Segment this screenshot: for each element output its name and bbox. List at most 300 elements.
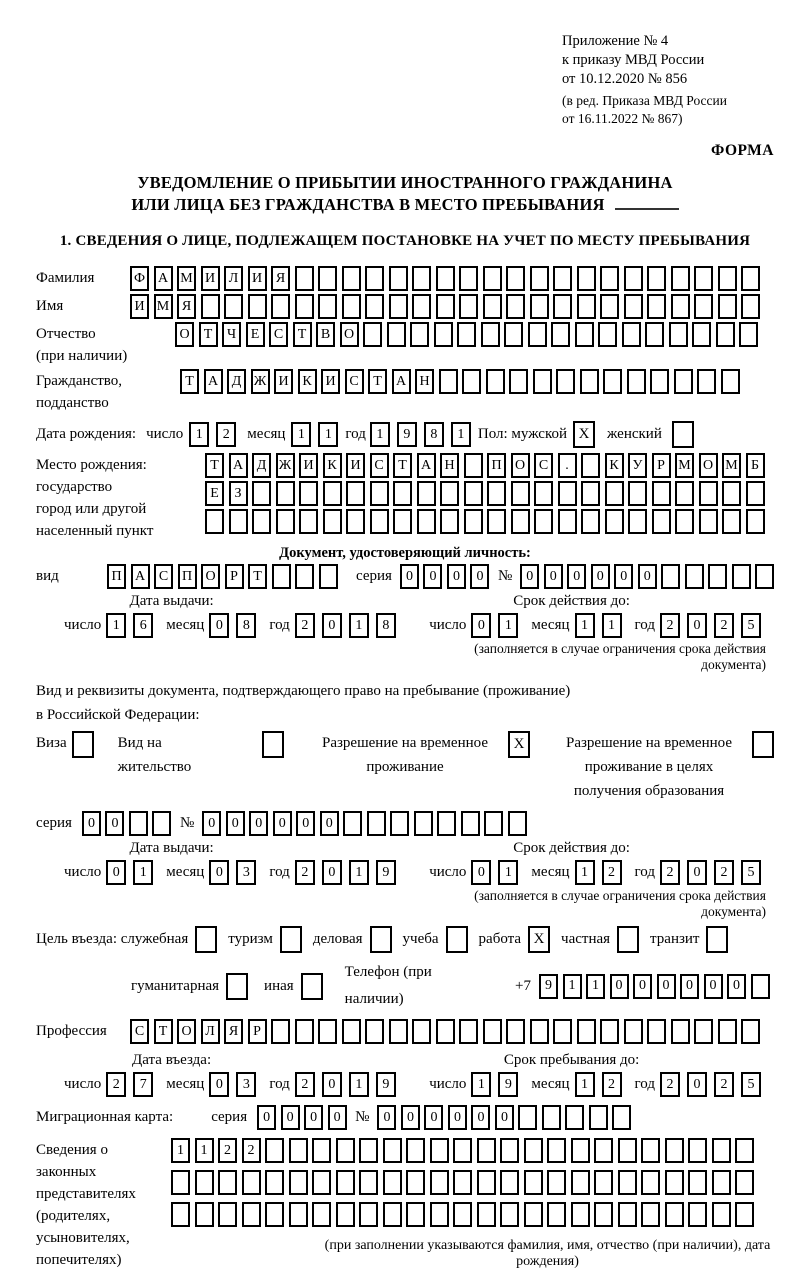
char-cell[interactable] <box>674 369 693 394</box>
char-cell[interactable] <box>718 294 737 319</box>
char-cell[interactable] <box>464 481 483 506</box>
char-cell[interactable]: 1 <box>106 613 126 638</box>
char-cell[interactable] <box>389 266 408 291</box>
char-cell[interactable]: 0 <box>448 1105 467 1130</box>
char-cell[interactable]: 0 <box>202 811 221 836</box>
char-cell[interactable] <box>406 1138 425 1163</box>
char-cell[interactable]: 2 <box>106 1072 126 1097</box>
char-cell[interactable]: 5 <box>741 1072 761 1097</box>
char-cell[interactable] <box>336 1138 355 1163</box>
char-cell[interactable] <box>342 294 361 319</box>
char-cell[interactable]: . <box>558 453 577 478</box>
char-cell[interactable] <box>359 1202 378 1227</box>
char-cell[interactable]: Ж <box>251 369 270 394</box>
char-cell[interactable]: 0 <box>657 974 676 999</box>
char-cell[interactable] <box>457 322 476 347</box>
char-cell[interactable] <box>708 564 727 589</box>
char-cell[interactable] <box>195 1202 214 1227</box>
char-cell[interactable] <box>712 1138 731 1163</box>
char-cell[interactable] <box>430 1170 449 1195</box>
char-cell[interactable] <box>528 322 547 347</box>
char-cell[interactable] <box>618 1170 637 1195</box>
char-cell[interactable]: 1 <box>171 1138 190 1163</box>
char-cell[interactable]: 0 <box>424 1105 443 1130</box>
char-cell[interactable] <box>406 1202 425 1227</box>
char-cell[interactable]: И <box>201 266 220 291</box>
char-cell[interactable] <box>383 1138 402 1163</box>
residence-permit-checkbox[interactable] <box>262 731 284 758</box>
char-cell[interactable] <box>542 1105 561 1130</box>
char-cell[interactable] <box>600 294 619 319</box>
char-cell[interactable] <box>741 1019 760 1044</box>
char-cell[interactable]: Т <box>205 453 224 478</box>
sex-male-checkbox[interactable]: X <box>573 421 595 448</box>
char-cell[interactable] <box>370 481 389 506</box>
char-cell[interactable]: О <box>177 1019 196 1044</box>
char-cell[interactable] <box>248 294 267 319</box>
char-cell[interactable]: Т <box>154 1019 173 1044</box>
char-cell[interactable]: А <box>154 266 173 291</box>
char-cell[interactable] <box>558 481 577 506</box>
char-cell[interactable] <box>712 1170 731 1195</box>
char-cell[interactable]: С <box>370 453 389 478</box>
char-cell[interactable] <box>436 1019 455 1044</box>
char-cell[interactable]: П <box>487 453 506 478</box>
char-cell[interactable] <box>518 1105 537 1130</box>
char-cell[interactable] <box>483 1019 502 1044</box>
char-cell[interactable] <box>484 811 503 836</box>
char-cell[interactable] <box>201 294 220 319</box>
char-cell[interactable] <box>624 1019 643 1044</box>
char-cell[interactable]: 2 <box>714 613 734 638</box>
char-cell[interactable] <box>577 266 596 291</box>
char-cell[interactable] <box>486 369 505 394</box>
char-cell[interactable]: Т <box>293 322 312 347</box>
char-cell[interactable] <box>581 509 600 534</box>
char-cell[interactable]: 0 <box>610 974 629 999</box>
char-cell[interactable] <box>205 509 224 534</box>
char-cell[interactable] <box>387 322 406 347</box>
char-cell[interactable] <box>414 811 433 836</box>
char-cell[interactable] <box>575 322 594 347</box>
char-cell[interactable]: 0 <box>471 613 491 638</box>
char-cell[interactable] <box>390 811 409 836</box>
char-cell[interactable] <box>721 369 740 394</box>
char-cell[interactable] <box>530 294 549 319</box>
char-cell[interactable]: 0 <box>638 564 657 589</box>
char-cell[interactable]: К <box>298 369 317 394</box>
char-cell[interactable]: 0 <box>320 811 339 836</box>
char-cell[interactable] <box>688 1138 707 1163</box>
char-cell[interactable] <box>558 509 577 534</box>
char-cell[interactable] <box>624 294 643 319</box>
char-cell[interactable] <box>594 1138 613 1163</box>
char-cell[interactable]: 0 <box>296 811 315 836</box>
char-cell[interactable] <box>477 1202 496 1227</box>
char-cell[interactable] <box>323 509 342 534</box>
char-cell[interactable] <box>556 369 575 394</box>
char-cell[interactable] <box>577 1019 596 1044</box>
char-cell[interactable] <box>755 564 774 589</box>
char-cell[interactable] <box>688 1202 707 1227</box>
char-cell[interactable]: Л <box>201 1019 220 1044</box>
char-cell[interactable]: 1 <box>575 613 595 638</box>
char-cell[interactable]: О <box>511 453 530 478</box>
char-cell[interactable] <box>319 564 338 589</box>
char-cell[interactable] <box>271 1019 290 1044</box>
char-cell[interactable]: 0 <box>249 811 268 836</box>
char-cell[interactable]: 0 <box>226 811 245 836</box>
char-cell[interactable] <box>669 322 688 347</box>
char-cell[interactable]: 9 <box>498 1072 518 1097</box>
char-cell[interactable]: 0 <box>470 564 489 589</box>
char-cell[interactable]: 0 <box>304 1105 323 1130</box>
char-cell[interactable] <box>453 1138 472 1163</box>
char-cell[interactable] <box>500 1170 519 1195</box>
char-cell[interactable] <box>641 1138 660 1163</box>
char-cell[interactable] <box>605 481 624 506</box>
char-cell[interactable]: 2 <box>295 860 315 885</box>
char-cell[interactable] <box>671 266 690 291</box>
char-cell[interactable]: У <box>628 453 647 478</box>
char-cell[interactable]: 2 <box>660 860 680 885</box>
char-cell[interactable]: Н <box>440 453 459 478</box>
char-cell[interactable]: Т <box>248 564 267 589</box>
purpose-study-checkbox[interactable] <box>446 926 468 953</box>
char-cell[interactable] <box>295 294 314 319</box>
char-cell[interactable]: Б <box>746 453 765 478</box>
char-cell[interactable] <box>671 1019 690 1044</box>
char-cell[interactable] <box>412 1019 431 1044</box>
char-cell[interactable]: 1 <box>586 974 605 999</box>
char-cell[interactable]: 0 <box>727 974 746 999</box>
char-cell[interactable] <box>618 1202 637 1227</box>
char-cell[interactable]: 1 <box>575 860 595 885</box>
char-cell[interactable] <box>440 481 459 506</box>
char-cell[interactable] <box>218 1202 237 1227</box>
char-cell[interactable] <box>506 294 525 319</box>
char-cell[interactable]: 0 <box>377 1105 396 1130</box>
char-cell[interactable]: И <box>248 266 267 291</box>
char-cell[interactable]: 0 <box>82 811 101 836</box>
char-cell[interactable] <box>129 811 148 836</box>
char-cell[interactable] <box>289 1170 308 1195</box>
char-cell[interactable] <box>665 1170 684 1195</box>
char-cell[interactable]: Т <box>180 369 199 394</box>
char-cell[interactable] <box>365 294 384 319</box>
char-cell[interactable] <box>481 322 500 347</box>
char-cell[interactable] <box>647 294 666 319</box>
char-cell[interactable] <box>276 481 295 506</box>
char-cell[interactable] <box>624 266 643 291</box>
char-cell[interactable] <box>652 481 671 506</box>
char-cell[interactable] <box>365 266 384 291</box>
char-cell[interactable]: Р <box>248 1019 267 1044</box>
char-cell[interactable]: 1 <box>318 422 338 447</box>
char-cell[interactable] <box>265 1138 284 1163</box>
char-cell[interactable] <box>571 1202 590 1227</box>
char-cell[interactable] <box>661 564 680 589</box>
char-cell[interactable]: 0 <box>401 1105 420 1130</box>
char-cell[interactable]: 0 <box>687 613 707 638</box>
char-cell[interactable]: Н <box>415 369 434 394</box>
char-cell[interactable] <box>671 294 690 319</box>
char-cell[interactable]: П <box>178 564 197 589</box>
char-cell[interactable] <box>697 369 716 394</box>
char-cell[interactable]: 0 <box>544 564 563 589</box>
char-cell[interactable]: М <box>177 266 196 291</box>
char-cell[interactable]: М <box>722 453 741 478</box>
char-cell[interactable] <box>565 1105 584 1130</box>
char-cell[interactable] <box>506 266 525 291</box>
char-cell[interactable] <box>370 509 389 534</box>
char-cell[interactable] <box>342 1019 361 1044</box>
char-cell[interactable]: С <box>345 369 364 394</box>
char-cell[interactable]: 1 <box>575 1072 595 1097</box>
char-cell[interactable] <box>547 1138 566 1163</box>
char-cell[interactable] <box>242 1170 261 1195</box>
char-cell[interactable] <box>437 811 456 836</box>
char-cell[interactable]: 0 <box>322 1072 342 1097</box>
char-cell[interactable] <box>461 811 480 836</box>
char-cell[interactable]: 2 <box>660 613 680 638</box>
char-cell[interactable] <box>589 1105 608 1130</box>
char-cell[interactable] <box>722 509 741 534</box>
char-cell[interactable] <box>511 509 530 534</box>
char-cell[interactable]: Ч <box>222 322 241 347</box>
char-cell[interactable]: 0 <box>257 1105 276 1130</box>
char-cell[interactable] <box>487 509 506 534</box>
char-cell[interactable]: К <box>323 453 342 478</box>
purpose-tourism-checkbox[interactable] <box>280 926 302 953</box>
char-cell[interactable]: 1 <box>291 422 311 447</box>
char-cell[interactable] <box>171 1170 190 1195</box>
char-cell[interactable]: 0 <box>281 1105 300 1130</box>
temp-residence-checkbox[interactable]: X <box>508 731 530 758</box>
char-cell[interactable] <box>524 1138 543 1163</box>
char-cell[interactable]: 5 <box>741 860 761 885</box>
char-cell[interactable] <box>224 294 243 319</box>
char-cell[interactable]: 0 <box>322 860 342 885</box>
char-cell[interactable] <box>295 564 314 589</box>
char-cell[interactable] <box>600 1019 619 1044</box>
char-cell[interactable]: 2 <box>714 860 734 885</box>
char-cell[interactable] <box>581 453 600 478</box>
char-cell[interactable] <box>342 266 361 291</box>
char-cell[interactable] <box>533 369 552 394</box>
char-cell[interactable] <box>694 294 713 319</box>
char-cell[interactable]: 0 <box>680 974 699 999</box>
char-cell[interactable] <box>675 509 694 534</box>
char-cell[interactable] <box>605 509 624 534</box>
char-cell[interactable] <box>389 294 408 319</box>
char-cell[interactable] <box>746 481 765 506</box>
char-cell[interactable] <box>647 266 666 291</box>
char-cell[interactable] <box>195 1170 214 1195</box>
char-cell[interactable] <box>627 369 646 394</box>
char-cell[interactable] <box>389 1019 408 1044</box>
purpose-official-checkbox[interactable] <box>195 926 217 953</box>
char-cell[interactable] <box>741 294 760 319</box>
char-cell[interactable] <box>265 1202 284 1227</box>
char-cell[interactable]: 0 <box>471 1105 490 1130</box>
char-cell[interactable] <box>365 1019 384 1044</box>
char-cell[interactable] <box>547 1202 566 1227</box>
char-cell[interactable] <box>453 1170 472 1195</box>
char-cell[interactable] <box>171 1202 190 1227</box>
char-cell[interactable] <box>295 1019 314 1044</box>
char-cell[interactable] <box>741 266 760 291</box>
char-cell[interactable]: 9 <box>539 974 558 999</box>
char-cell[interactable]: 0 <box>106 860 126 885</box>
char-cell[interactable] <box>412 294 431 319</box>
char-cell[interactable] <box>530 266 549 291</box>
char-cell[interactable] <box>252 509 271 534</box>
char-cell[interactable] <box>318 1019 337 1044</box>
char-cell[interactable]: 1 <box>498 613 518 638</box>
char-cell[interactable] <box>547 1170 566 1195</box>
char-cell[interactable]: 1 <box>189 422 209 447</box>
char-cell[interactable] <box>594 1170 613 1195</box>
char-cell[interactable] <box>735 1170 754 1195</box>
char-cell[interactable] <box>346 509 365 534</box>
char-cell[interactable] <box>581 481 600 506</box>
char-cell[interactable] <box>524 1170 543 1195</box>
char-cell[interactable] <box>453 1202 472 1227</box>
char-cell[interactable] <box>436 266 455 291</box>
char-cell[interactable]: 1 <box>370 422 390 447</box>
char-cell[interactable]: 9 <box>376 1072 396 1097</box>
char-cell[interactable] <box>336 1202 355 1227</box>
char-cell[interactable]: О <box>201 564 220 589</box>
char-cell[interactable] <box>430 1202 449 1227</box>
char-cell[interactable] <box>459 294 478 319</box>
char-cell[interactable]: 1 <box>349 860 369 885</box>
char-cell[interactable] <box>500 1202 519 1227</box>
char-cell[interactable] <box>732 564 751 589</box>
char-cell[interactable]: 0 <box>322 613 342 638</box>
visa-checkbox[interactable] <box>72 731 94 758</box>
purpose-other-checkbox[interactable] <box>301 973 323 1000</box>
char-cell[interactable] <box>603 369 622 394</box>
char-cell[interactable] <box>647 1019 666 1044</box>
char-cell[interactable]: С <box>269 322 288 347</box>
char-cell[interactable] <box>553 294 572 319</box>
char-cell[interactable]: 3 <box>236 860 256 885</box>
char-cell[interactable]: Т <box>368 369 387 394</box>
char-cell[interactable] <box>735 1138 754 1163</box>
char-cell[interactable] <box>694 1019 713 1044</box>
char-cell[interactable]: 9 <box>376 860 396 885</box>
char-cell[interactable]: 2 <box>295 613 315 638</box>
char-cell[interactable]: 0 <box>447 564 466 589</box>
char-cell[interactable]: 8 <box>376 613 396 638</box>
char-cell[interactable]: М <box>154 294 173 319</box>
purpose-business-checkbox[interactable] <box>370 926 392 953</box>
char-cell[interactable]: И <box>321 369 340 394</box>
char-cell[interactable] <box>553 1019 572 1044</box>
char-cell[interactable] <box>459 1019 478 1044</box>
char-cell[interactable]: 0 <box>328 1105 347 1130</box>
char-cell[interactable] <box>318 266 337 291</box>
char-cell[interactable]: Л <box>224 266 243 291</box>
char-cell[interactable]: Ж <box>276 453 295 478</box>
char-cell[interactable]: И <box>274 369 293 394</box>
char-cell[interactable]: 0 <box>209 613 229 638</box>
char-cell[interactable] <box>434 322 453 347</box>
char-cell[interactable]: 1 <box>563 974 582 999</box>
char-cell[interactable] <box>265 1170 284 1195</box>
char-cell[interactable] <box>506 1019 525 1044</box>
char-cell[interactable] <box>346 481 365 506</box>
char-cell[interactable] <box>618 1138 637 1163</box>
purpose-work-checkbox[interactable]: X <box>528 926 550 953</box>
char-cell[interactable] <box>735 1202 754 1227</box>
char-cell[interactable] <box>612 1105 631 1130</box>
temp-residence-edu-checkbox[interactable] <box>752 731 774 758</box>
char-cell[interactable] <box>650 369 669 394</box>
char-cell[interactable] <box>508 811 527 836</box>
char-cell[interactable]: Е <box>246 322 265 347</box>
char-cell[interactable]: 0 <box>633 974 652 999</box>
char-cell[interactable] <box>718 1019 737 1044</box>
char-cell[interactable]: 2 <box>714 1072 734 1097</box>
char-cell[interactable] <box>436 294 455 319</box>
char-cell[interactable] <box>272 564 291 589</box>
char-cell[interactable] <box>359 1170 378 1195</box>
char-cell[interactable] <box>509 369 528 394</box>
char-cell[interactable] <box>477 1170 496 1195</box>
char-cell[interactable] <box>417 481 436 506</box>
char-cell[interactable]: Я <box>177 294 196 319</box>
char-cell[interactable] <box>464 509 483 534</box>
char-cell[interactable] <box>252 481 271 506</box>
char-cell[interactable] <box>439 369 458 394</box>
char-cell[interactable] <box>716 322 735 347</box>
char-cell[interactable]: 0 <box>423 564 442 589</box>
char-cell[interactable]: 2 <box>660 1072 680 1097</box>
char-cell[interactable] <box>553 266 572 291</box>
char-cell[interactable] <box>652 509 671 534</box>
char-cell[interactable]: 2 <box>602 860 622 885</box>
char-cell[interactable]: П <box>107 564 126 589</box>
char-cell[interactable] <box>410 322 429 347</box>
char-cell[interactable] <box>688 1170 707 1195</box>
char-cell[interactable]: Д <box>227 369 246 394</box>
char-cell[interactable]: 0 <box>591 564 610 589</box>
char-cell[interactable] <box>622 322 641 347</box>
char-cell[interactable] <box>628 481 647 506</box>
char-cell[interactable]: 1 <box>602 613 622 638</box>
char-cell[interactable] <box>718 266 737 291</box>
char-cell[interactable]: З <box>229 481 248 506</box>
char-cell[interactable] <box>641 1170 660 1195</box>
char-cell[interactable]: Р <box>225 564 244 589</box>
char-cell[interactable]: Я <box>271 266 290 291</box>
char-cell[interactable]: О <box>699 453 718 478</box>
sex-female-checkbox[interactable] <box>672 421 694 448</box>
char-cell[interactable] <box>746 509 765 534</box>
char-cell[interactable]: О <box>340 322 359 347</box>
char-cell[interactable] <box>577 294 596 319</box>
char-cell[interactable] <box>271 294 290 319</box>
char-cell[interactable]: 0 <box>105 811 124 836</box>
char-cell[interactable] <box>580 369 599 394</box>
char-cell[interactable]: 8 <box>424 422 444 447</box>
char-cell[interactable] <box>289 1138 308 1163</box>
char-cell[interactable]: 1 <box>498 860 518 885</box>
char-cell[interactable]: О <box>175 322 194 347</box>
